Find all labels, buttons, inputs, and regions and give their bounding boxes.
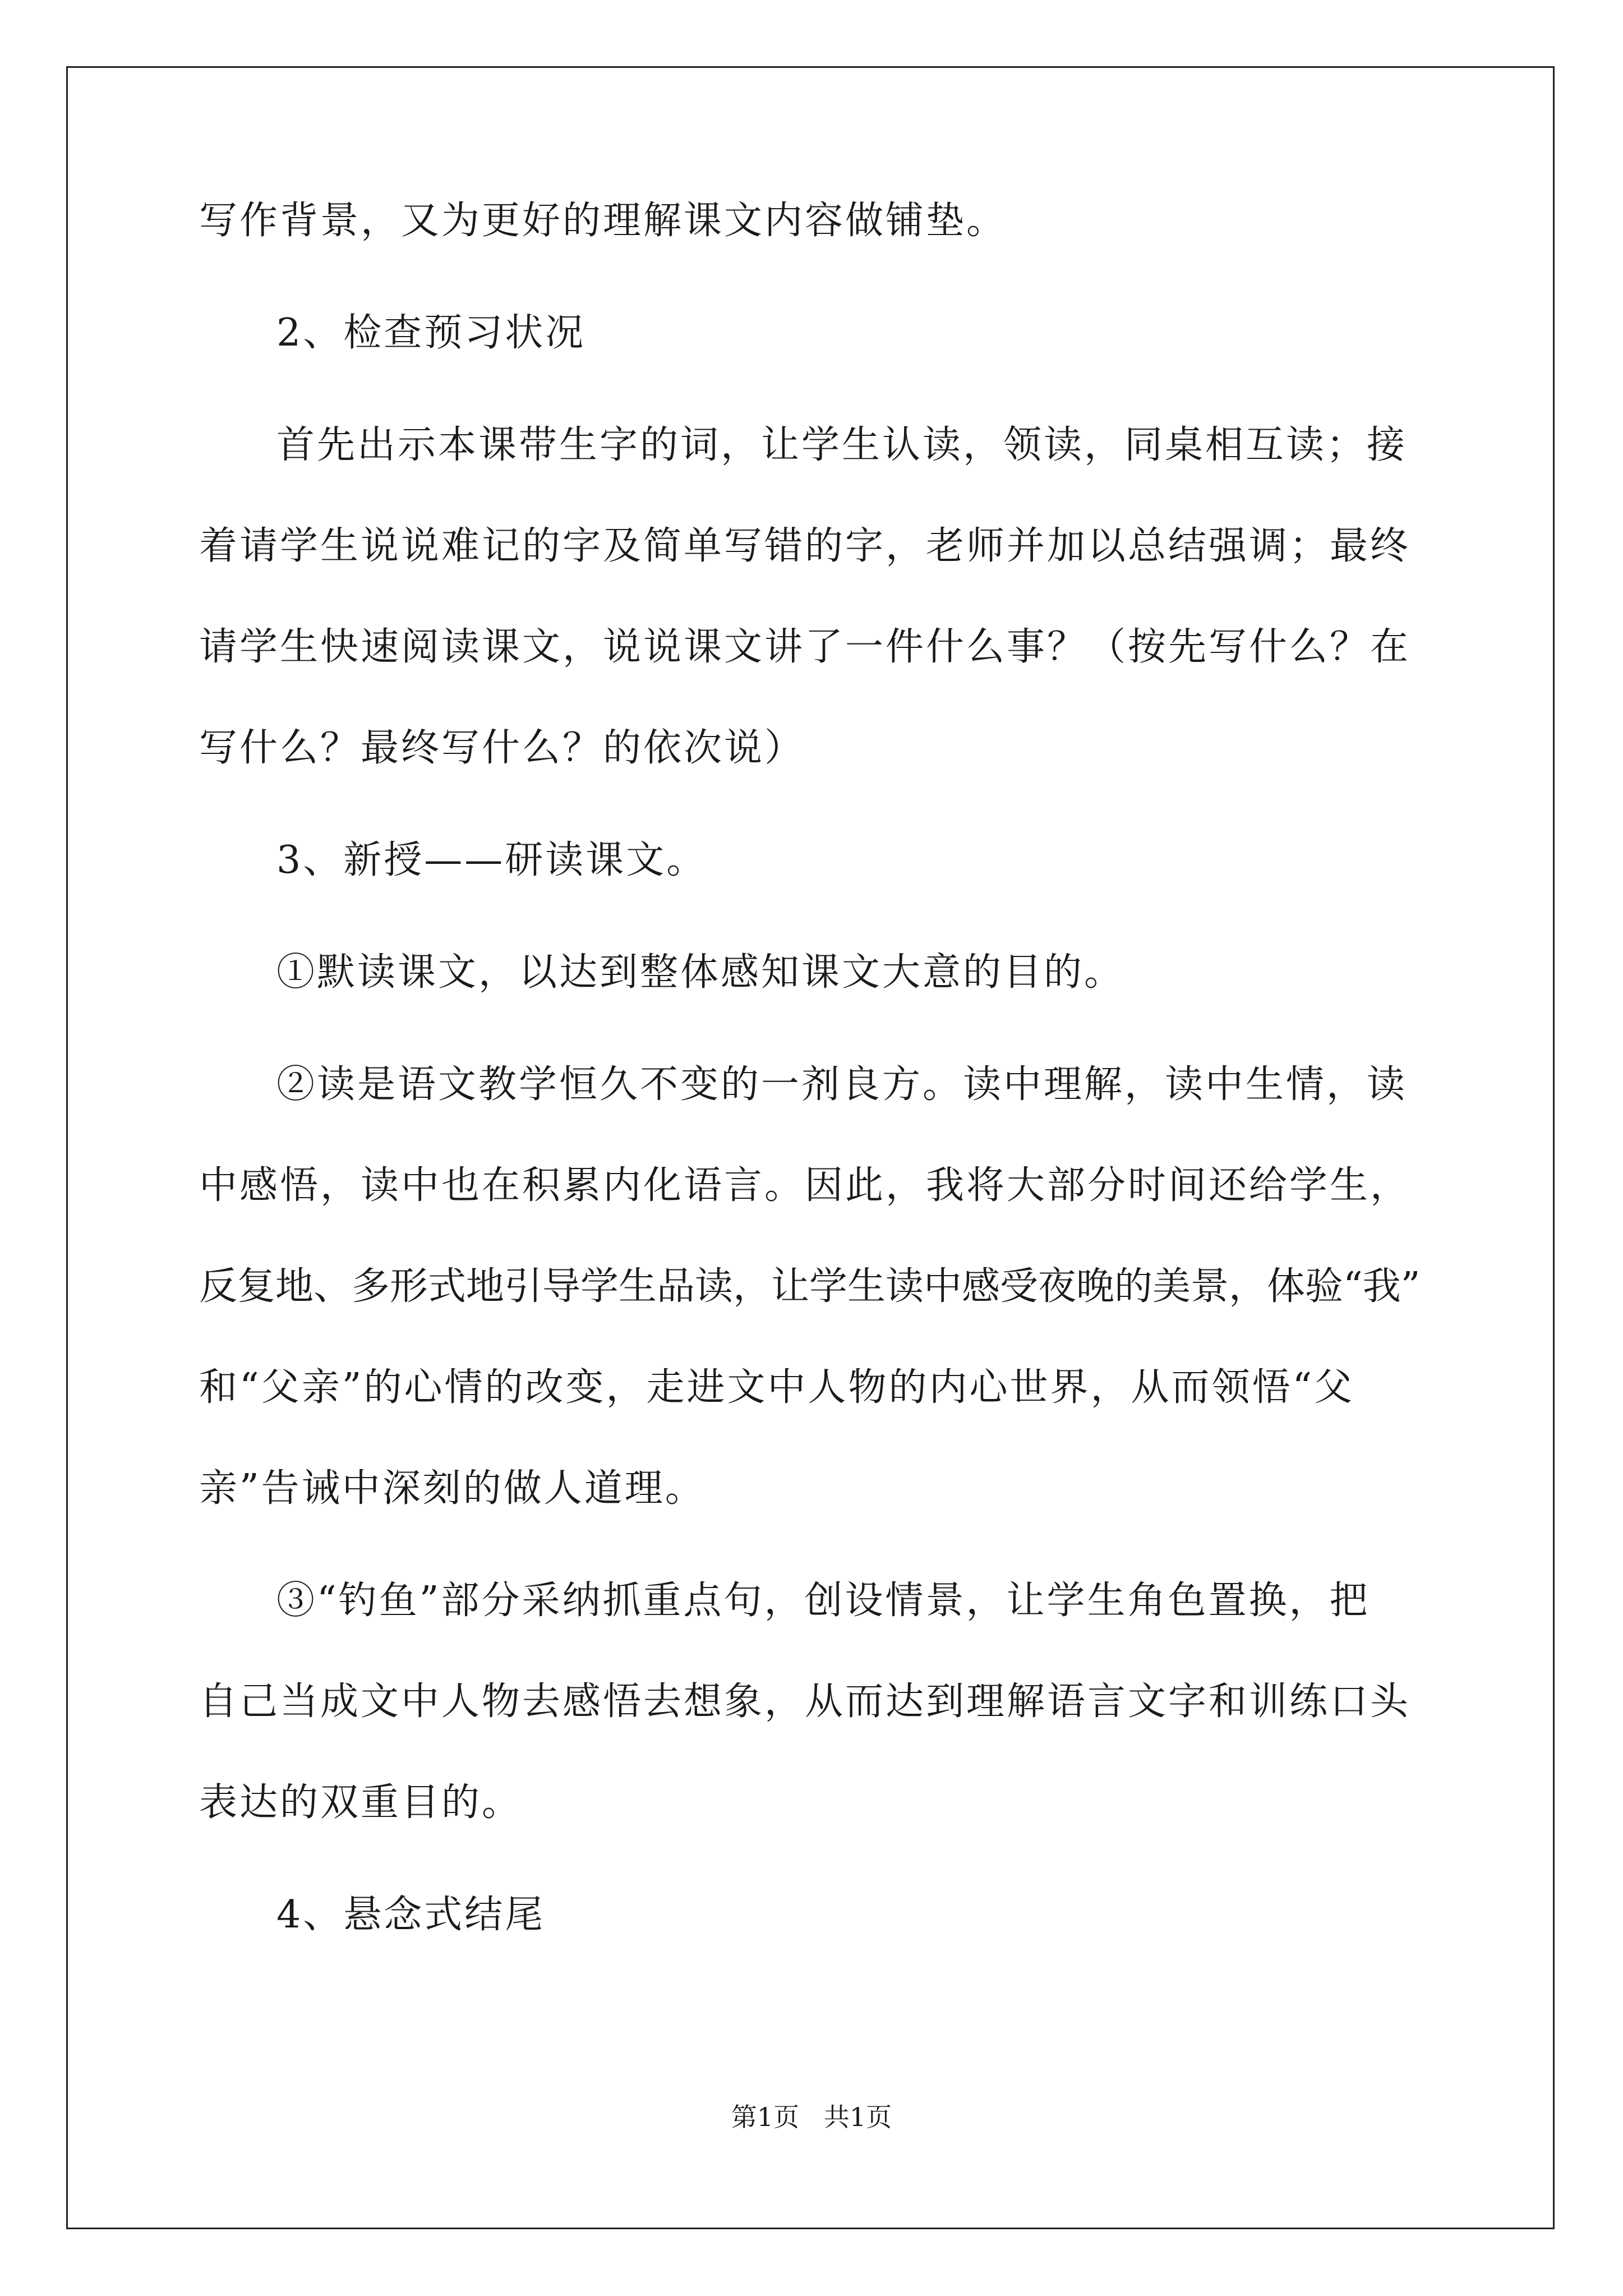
paragraph-line: 中感悟，读中也在积累内化语言。因此，我将大部分时间还给学生， — [199, 1163, 1411, 1208]
paragraph-line: 和“父亲”的心情的改变，走进文中人物的内心世界，从而领悟“父 — [199, 1365, 1355, 1410]
paragraph-line: 首先出示本课带生字的词，让学生认读，领读，同桌相互读；接 — [276, 423, 1408, 467]
section-heading: 2、检查预习状况 — [276, 311, 586, 355]
paragraph-line: 请学生快速阅读课文，说说课文讲了一件什么事？（按先写什么？在 — [199, 625, 1411, 669]
paragraph-line: ③“钓鱼”部分采纳抓重点句，创设情景，让学生角色置换，把 — [276, 1579, 1370, 1623]
page-number: 第1页 共1页 — [731, 2102, 892, 2132]
paragraph-line: ①默读课文，以达到整体感知课文大意的目的。 — [276, 950, 1125, 995]
paragraph-line: 自己当成文中人物去感悟去想象，从而达到理解语言文字和训练口头 — [199, 1680, 1411, 1724]
paragraph-line: 写什么？最终写什么？的依次说） — [199, 726, 805, 770]
section-heading: 3、新授——研读课文。 — [276, 838, 707, 882]
section-heading: 4、悬念式结尾 — [276, 1893, 546, 1937]
paragraph-line: 反复地、多形式地引导学生品读，让学生读中感受夜晚的美景，体验“我” — [199, 1264, 1421, 1309]
paragraph-line: 着请学生说说难记的字及简单写错的字，老师并加以总结强调；最终 — [199, 524, 1411, 568]
paragraph-line: 写作背景，又为更好的理解课文内容做铺垫。 — [199, 199, 1007, 243]
paragraph-line: ②读是语文教学恒久不变的一剂良方。读中理解，读中生情，读 — [276, 1062, 1408, 1107]
paragraph-line: 表达的双重目的。 — [199, 1780, 523, 1825]
paragraph-line: 亲”告诫中深刻的做人道理。 — [199, 1466, 706, 1511]
